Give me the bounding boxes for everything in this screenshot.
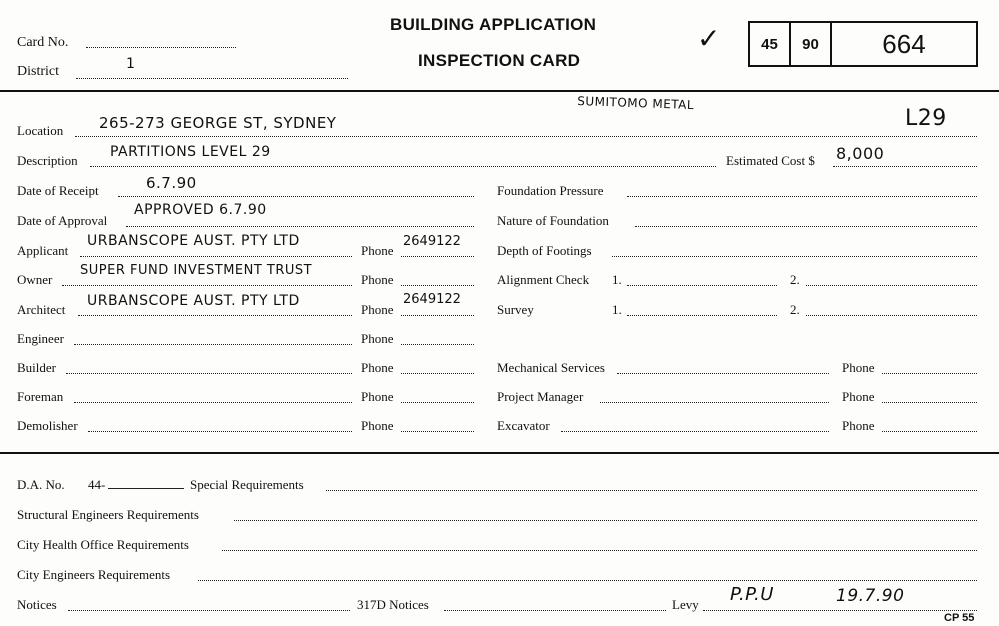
special-requirements-label: Special Requirements — [190, 477, 304, 492]
alignment-line-1 — [627, 285, 777, 286]
notices-317d-label: 317D Notices — [357, 597, 429, 612]
levy-date: 19.7.90 — [836, 586, 905, 606]
da-no-value: 44- — [88, 477, 106, 492]
excavator-line — [561, 431, 829, 432]
annotation-right: L29 — [905, 106, 947, 131]
demolisher-phone-label: Phone — [361, 418, 394, 433]
engineer-phone-line — [401, 344, 474, 345]
form-title-line2: INSPECTION CARD — [418, 51, 581, 70]
location-line — [75, 136, 977, 137]
demolisher-line — [88, 431, 352, 432]
foreman-phone-line — [401, 402, 474, 403]
survey-label: Survey — [497, 302, 534, 317]
da-no-line — [108, 488, 184, 489]
alignment-num-2: 2. — [790, 272, 800, 287]
depth-of-footings-line — [612, 256, 977, 257]
district-label: District — [17, 64, 59, 79]
notices-line — [68, 610, 350, 611]
mechanical-phone-label: Phone — [842, 360, 875, 375]
description-value: PARTITIONS LEVEL 29 — [110, 144, 271, 160]
estimated-cost-value: 8,000 — [836, 144, 885, 163]
foreman-line — [74, 402, 352, 403]
project-manager-line — [600, 402, 829, 403]
form-code: CP 55 — [944, 612, 975, 624]
survey-num-1: 1. — [612, 302, 622, 317]
demolisher-phone-line — [401, 431, 474, 432]
form-title-line1: BUILDING APPLICATION — [390, 15, 597, 34]
builder-line — [66, 373, 352, 374]
special-requirements-line — [326, 490, 977, 491]
architect-value: URBANSCOPE AUST. PTY LTD — [87, 293, 300, 309]
checkmark-icon: ✓ — [697, 22, 721, 55]
nature-of-foundation-line — [635, 226, 977, 227]
depth-of-footings-label: Depth of Footings — [497, 243, 592, 258]
levy-label: Levy — [672, 597, 699, 612]
section-rule — [0, 452, 999, 454]
date-of-receipt-line — [118, 196, 474, 197]
applicant-line — [80, 256, 352, 257]
da-no-label: D.A. No. — [17, 477, 65, 492]
city-engineers-label: City Engineers Requirements — [17, 567, 171, 582]
survey-line-1 — [627, 315, 777, 316]
structural-engineers-label: Structural Engineers Requirements — [17, 507, 199, 522]
builder-phone-line — [401, 373, 474, 374]
alignment-check-label: Alignment Check — [497, 272, 590, 287]
mechanical-services-line — [617, 373, 829, 374]
estimated-cost-label: Estimated Cost $ — [726, 153, 815, 168]
alignment-num-1: 1. — [612, 272, 622, 287]
description-line — [90, 166, 716, 167]
date-of-approval-line — [126, 226, 474, 227]
location-label: Location — [17, 123, 64, 138]
architect-phone-value: 2649122 — [403, 292, 461, 307]
description-label: Description — [17, 153, 78, 168]
builder-label: Builder — [17, 360, 56, 375]
engineer-line — [74, 344, 352, 345]
mechanical-services-label: Mechanical Services — [497, 360, 605, 375]
foreman-label: Foreman — [17, 389, 64, 404]
date-of-approval-value: APPROVED 6.7.90 — [134, 202, 267, 218]
date-of-receipt-value: 6.7.90 — [146, 174, 197, 192]
alignment-line-2 — [806, 285, 977, 286]
estimated-cost-line — [833, 166, 977, 167]
architect-line — [78, 315, 352, 316]
applicant-label: Applicant — [17, 243, 69, 258]
owner-phone-line — [401, 285, 474, 286]
architect-label: Architect — [17, 302, 66, 317]
district-line — [76, 78, 348, 79]
project-manager-phone-label: Phone — [842, 389, 875, 404]
location-value: 265-273 GEORGE ST, SYDNEY — [99, 114, 337, 132]
applicant-phone-value: 2649122 — [403, 234, 461, 249]
city-health-line — [222, 550, 977, 551]
excavator-label: Excavator — [497, 418, 550, 433]
foundation-pressure-label: Foundation Pressure — [497, 183, 604, 198]
box-number-3: 664 — [882, 28, 926, 59]
engineer-phone-label: Phone — [361, 331, 394, 346]
levy-value: P.P.U — [730, 584, 774, 605]
demolisher-label: Demolisher — [17, 418, 78, 433]
date-of-receipt-label: Date of Receipt — [17, 183, 99, 198]
excavator-phone-line — [882, 431, 977, 432]
date-of-approval-label: Date of Approval — [17, 213, 108, 228]
city-engineers-line — [198, 580, 977, 581]
builder-phone-label: Phone — [361, 360, 394, 375]
owner-label: Owner — [17, 272, 53, 287]
mechanical-phone-line — [882, 373, 977, 374]
project-manager-phone-line — [882, 402, 977, 403]
applicant-phone-line — [401, 256, 474, 257]
engineer-label: Engineer — [17, 331, 64, 346]
city-health-label: City Health Office Requirements — [17, 537, 189, 552]
foundation-pressure-line — [627, 196, 977, 197]
nature-of-foundation-label: Nature of Foundation — [497, 213, 609, 228]
project-manager-label: Project Manager — [497, 389, 584, 404]
box-number-1: 45 — [761, 35, 778, 53]
architect-phone-label: Phone — [361, 302, 394, 317]
excavator-phone-label: Phone — [842, 418, 875, 433]
owner-value: SUPER FUND INVESTMENT TRUST — [80, 263, 313, 278]
card-no-line — [86, 47, 236, 48]
survey-num-2: 2. — [790, 302, 800, 317]
structural-engineers-line — [234, 520, 977, 521]
owner-line — [62, 285, 352, 286]
applicant-phone-label: Phone — [361, 243, 394, 258]
survey-line-2 — [806, 315, 977, 316]
notices-317d-line — [444, 610, 666, 611]
applicant-value: URBANSCOPE AUST. PTY LTD — [87, 233, 300, 249]
annotation-top: SUMITOMO METAL — [577, 94, 695, 113]
foreman-phone-label: Phone — [361, 389, 394, 404]
owner-phone-label: Phone — [361, 272, 394, 287]
box-number-2: 90 — [802, 35, 819, 53]
header-rule — [0, 90, 999, 92]
levy-line — [703, 610, 977, 611]
architect-phone-line — [401, 315, 474, 316]
district-value: 1 — [126, 56, 136, 72]
notices-label: Notices — [17, 597, 57, 612]
card-no-label: Card No. — [17, 35, 69, 50]
